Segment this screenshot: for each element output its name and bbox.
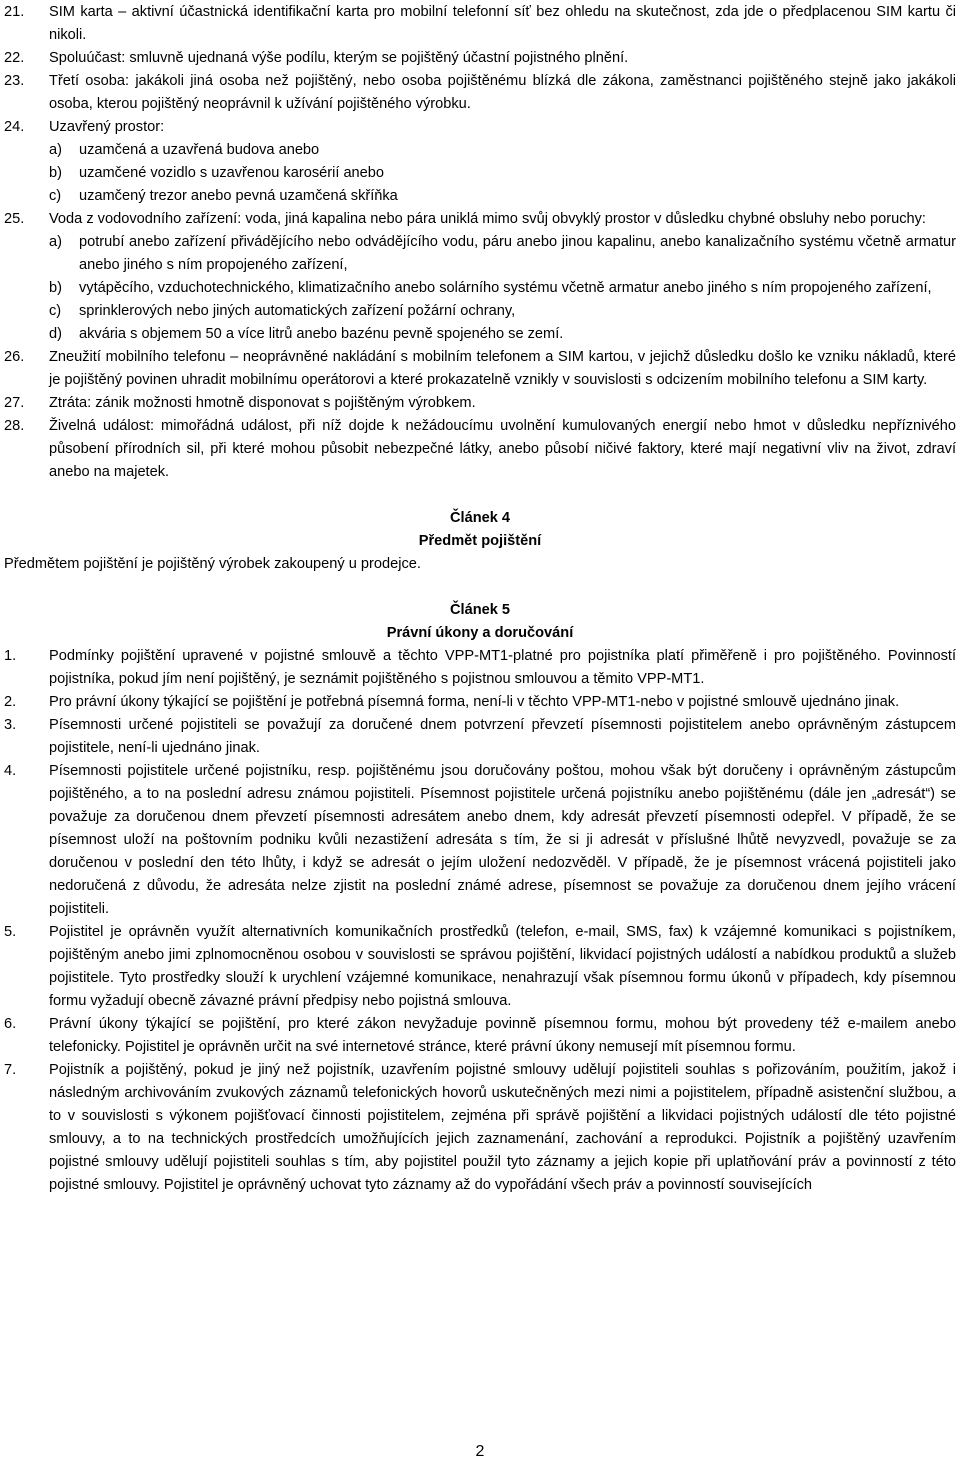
item-text: Pojistník a pojištěný, pokud je jiný než pojistník, uzavřením pojistné smlouvy udělují pojistiteli souhlas s pořizováním, použitím, jakož i následným archivováním zvukových záznamů telefonických hovorů uskutečněných mezi nimi a pojistitelem, případně asistenční službou, a to v souvislosti s výkonem pojišťovací činnosti pojistitelem, zejména při správě pojištění a likvidaci pojistných událostí dle této pojistné smlouvy, a to na technických prostředcích umožňujících jejich zaznamenání, zachování a reprodukci. Pojistník a pojištěný uzavřením pojistné smlouvy udělují pojistiteli souhlas s tím, aby pojistitel použil tyto záznamy a jejich kopie při uplatňování práv a povinností z této pojistné smlouvy. Pojistitel je oprávněný uchovat tyto záznamy až do vypořádání všech práv a povinností souvisejících <box>49 1062 956 1193</box>
item-text: Zneužití mobilního telefonu – neoprávněné nakládání s mobilním telefonem a SIM kartou, v jejichž důsledku došlo ke vzniku nákladů, které je pojištěný povinen uhradit mobilnímu operátorovi a které prokazatelně vznikly v souvislosti s odcizením mobilního telefonu a SIM karty. <box>49 349 956 388</box>
definition-26 <box>4 346 956 392</box>
sub-item <box>4 300 956 323</box>
item-text: Právní úkony týkající se pojištění, pro které zákon nevyžaduje povinně písemnou formu, mohou být provedeny též e-mailem anebo telefonicky. Pojistitel je oprávněn určit na své internetové stránce, které právní úkony nemusejí mít písemnou formu. <box>49 1016 956 1055</box>
sub-item <box>4 139 956 162</box>
item-text: SIM karta – aktivní účastnická identifikační karta pro mobilní telefonní síť bez ohledu na skutečnost, zda jde o předplacenou SIM kartu či nikoli. <box>49 4 956 43</box>
article-5-heading: Článek 5 <box>449 602 511 618</box>
item-text: Pojistitel je oprávněn využít alternativních komunikačních prostředků (telefon, e-mail, SMS, fax) k vzájemné komunikaci s pojistníkem, pojištěným anebo jimi zplnomocněnou osobou v souvislosti se správou pojištění, likvidací pojistných událostí a nabídkou produktů a služeb pojistitele. Tyto prostředky slouží k urychlení vzájemné komunikace, nenahrazují však písemnou formu úkonů v případech, kdy písemnou formu vyžadují obecně závazné právní předpisy nebo pojistná smlouva. <box>49 924 956 1009</box>
article-5-item-1 <box>4 645 956 691</box>
item-number: 7. <box>4 1062 17 1078</box>
definition-27 <box>4 392 956 415</box>
item-number: 5. <box>4 924 17 940</box>
definition-23 <box>4 70 956 116</box>
item-text: Voda z vodovodního zařízení: voda, jiná kapalina nebo pára uniklá mimo svůj obvyklý prostor v důsledku chybné obsluhy nebo poruchy: <box>49 211 926 227</box>
item-text: Živelná událost: mimořádná událost, při níž dojde k nežádoucímu uvolnění kumulovaných energií nebo hmot v důsledku nepříznivého působení přírodních sil, při které mohou působit nebezpečné látky, anebo působí ničivé faktory, které mají negativní vliv na život, zdraví anebo na majetek. <box>49 418 956 480</box>
item-number: 24. <box>4 119 25 135</box>
sub-item-text: sprinklerových nebo jiných automatických zařízení požární ochrany, <box>79 303 516 319</box>
definition-25 <box>4 208 956 231</box>
article-5-item-2 <box>4 691 956 714</box>
sub-item-letter: d) <box>49 326 62 342</box>
definition-22 <box>4 47 956 70</box>
article-4-title: Předmět pojištění <box>418 533 542 549</box>
item-number: 26. <box>4 349 25 365</box>
item-number: 2. <box>4 694 17 710</box>
article-5-item-4 <box>4 760 956 921</box>
item-number: 6. <box>4 1016 17 1032</box>
sub-item-text: vytápěcího, vzduchotechnického, klimatizačního anebo solárního systému včetně armatur anebo jiného s ním propojeného zařízení, <box>79 280 932 296</box>
article-4-heading: Článek 4 <box>449 510 511 526</box>
item-text: Uzavřený prostor: <box>49 119 165 135</box>
article-5-item-6 <box>4 1013 956 1059</box>
sub-item-letter: c) <box>49 188 62 204</box>
definition-24 <box>4 116 956 139</box>
item-number: 4. <box>4 763 17 779</box>
item-number: 28. <box>4 418 25 434</box>
definition-28 <box>4 415 956 484</box>
item-number: 25. <box>4 211 25 227</box>
sub-item-letter: b) <box>49 280 62 296</box>
page-number: 2 <box>475 1443 485 1460</box>
item-text: Ztráta: zánik možnosti hmotně disponovat s pojištěným výrobkem. <box>49 395 476 411</box>
item-text: Písemnosti pojistitele určené pojistníku, resp. pojištěnému jsou doručovány poštou, mohou však být doručeny i oprávněným zástupcům pojištěného, a to na poslední adresu známou pojistiteli. Písemnost pojistitele určená pojistníku anebo pojištěnému (dále jen „adresát“) se považuje za doručenou dnem převzetí písemnosti adresátem anebo dnem, kdy adresát převzetí písemnosti odepřel. V případě, že se písemnost uloží na poštovním podniku kvůli nezastižení adresáta s tím, že si ji adresát v příslušné lhůtě nevyzvedl, považuje se za doručenou v poslední den této lhůty, i když se adresát o jejím uložení nedozvěděl. V případě, že je písemnost vrácená pojistiteli jako nedoručená z důvodu, že adresáta nelze zjistit na poslední známé adrese, písemnost se považuje za doručenou dnem jejího vrácení pojistiteli. <box>49 763 956 917</box>
sub-item-text: uzamčená a uzavřená budova anebo <box>79 142 320 158</box>
sub-item-text: uzamčené vozidlo s uzavřenou karosérií anebo <box>79 165 385 181</box>
item-text: Písemnosti určené pojistiteli se považují za doručené dnem potvrzení převzetí písemnosti pojistitelem anebo oprávněným zástupcem pojistitele, není-li ujednáno jinak. <box>49 717 956 756</box>
sub-item <box>4 231 956 277</box>
article-4-text: Předmětem pojištění je pojištěný výrobek zakoupený u prodejce. <box>4 556 421 572</box>
article-5-item-7 <box>4 1059 956 1197</box>
item-text: Podmínky pojištění upravené v pojistné smlouvě a těchto VPP-MT1-platné pro pojistníka platí přiměřeně i pro pojištěného. Povinností pojistníka, pokud jím není pojištěný, je seznámit pojištěného s pojistnou smlouvou a těmito VPP-MT1. <box>49 648 956 687</box>
item-number: 27. <box>4 395 25 411</box>
item-number: 22. <box>4 50 25 66</box>
article-5-item-5 <box>4 921 956 1013</box>
sub-item-text: uzamčený trezor anebo pevná uzamčená skříňka <box>79 188 398 204</box>
spacer <box>4 484 956 507</box>
sub-item-letter: a) <box>49 142 62 158</box>
sub-item <box>4 162 956 185</box>
sub-item-text: akvária s objemem 50 a více litrů anebo bazénu pevně spojeného se zemí. <box>79 326 564 342</box>
item-text: Třetí osoba: jakákoli jiná osoba než pojištěný, nebo osoba pojištěnému blízká dle zákona, zaměstnanci pojištěného stejně jako jakákoli osoba, kterou pojištěný neoprávnil k užívání pojištěného výrobku. <box>49 73 956 112</box>
item-number: 21. <box>4 4 25 20</box>
sub-item-letter: b) <box>49 165 62 181</box>
sub-item <box>4 323 956 346</box>
article-5-item-3 <box>4 714 956 760</box>
spacer <box>4 576 956 599</box>
item-number: 1. <box>4 648 17 664</box>
item-number: 3. <box>4 717 17 733</box>
sub-item-letter: c) <box>49 303 62 319</box>
sub-item <box>4 277 956 300</box>
item-text: Spoluúčast: smluvně ujednaná výše podílu, kterým se pojištěný účastní pojistného plnění. <box>49 50 629 66</box>
item-number: 23. <box>4 73 25 89</box>
sub-item-text: potrubí anebo zařízení přivádějícího nebo odvádějícího vodu, páru anebo jinou kapalinu, anebo kanalizačního systému včetně armatur anebo jiného s ním propojeného zařízení, <box>79 234 956 273</box>
definition-21 <box>4 1 956 47</box>
sub-item-letter: a) <box>49 234 62 250</box>
article-5-title: Právní úkony a doručování <box>386 625 574 641</box>
item-text: Pro právní úkony týkající se pojištění je potřebná písemná forma, není-li v těchto VPP-MT1-nebo v pojistné smlouvě ujednáno jinak. <box>49 694 900 710</box>
sub-item <box>4 185 956 208</box>
